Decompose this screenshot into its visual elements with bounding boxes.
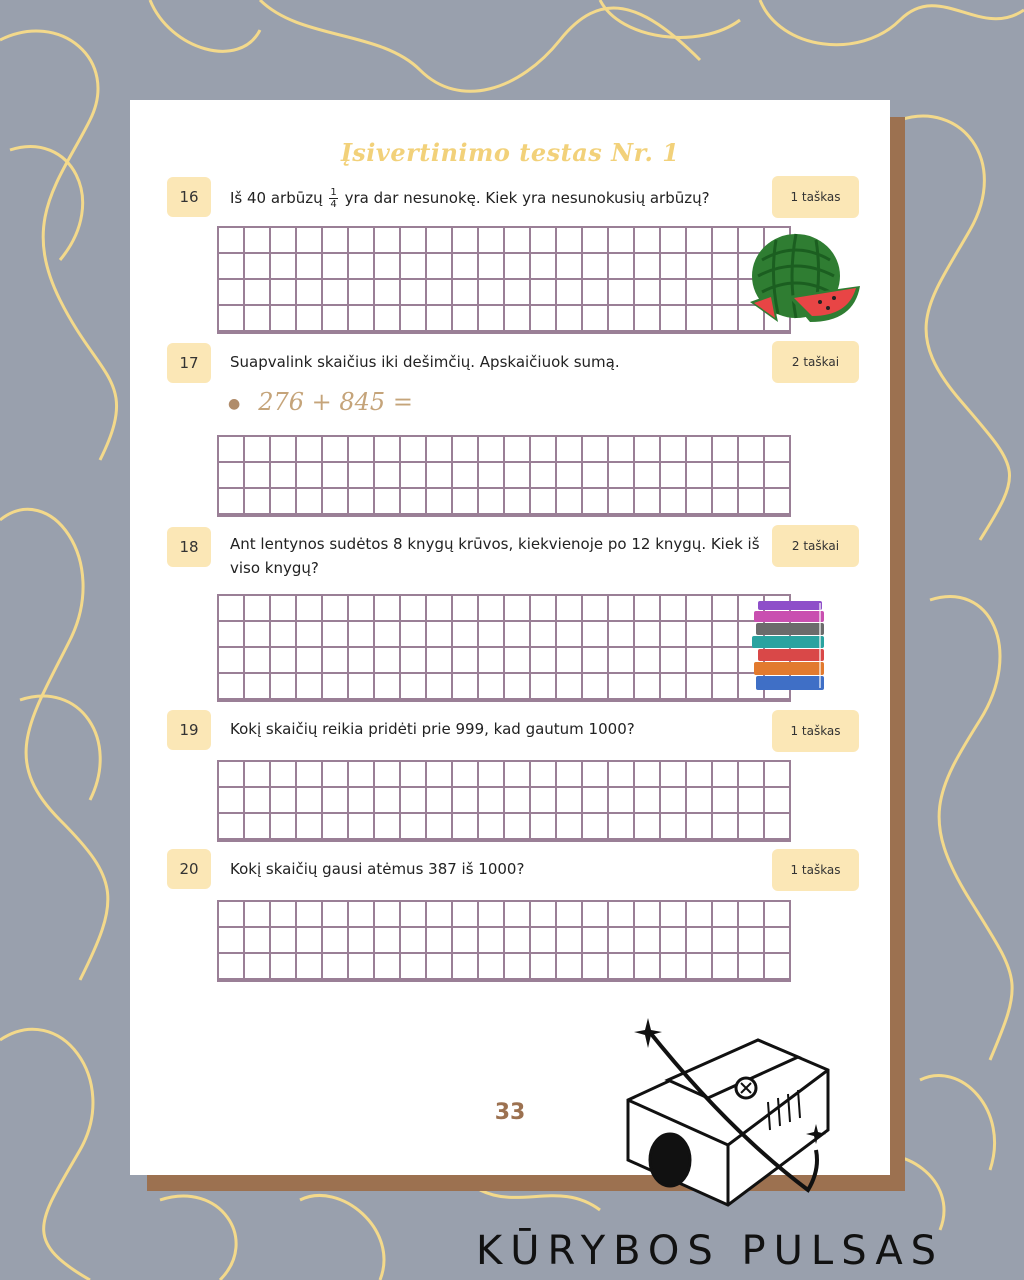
answer-grid[interactable] — [217, 900, 791, 982]
brand-logo-text: KŪRYBOS PULSAS — [476, 1228, 945, 1274]
points-badge: 1 taškas — [772, 176, 859, 218]
question-text-part: yra dar nesunokę. Kiek yra nesunokusių arbūzų? — [344, 189, 710, 207]
fraction-denominator: 4 — [330, 199, 337, 210]
bullet-icon: ● — [228, 395, 241, 412]
question-number: 18 — [167, 527, 211, 567]
question-number: 19 — [167, 710, 211, 750]
points-badge: 2 taškai — [772, 341, 859, 383]
book-stack-icon — [750, 600, 830, 694]
answer-grid[interactable] — [217, 594, 791, 702]
fraction-numerator: 1 — [330, 187, 337, 198]
question-text: Kokį skaičių gausi atėmus 387 iš 1000? — [230, 860, 525, 878]
fraction — [329, 187, 337, 210]
worksheet-title: Įsivertinimo testas Nr. 1 — [340, 138, 680, 167]
question-text — [230, 186, 790, 210]
points-badge: 1 taškas — [772, 849, 859, 891]
expression-text: 276 + 845 = — [258, 388, 413, 416]
answer-grid[interactable] — [217, 760, 791, 842]
page-number: 33 — [494, 1100, 526, 1125]
question-text-part: Iš 40 arbūzų — [230, 189, 323, 207]
question-number: 16 — [167, 177, 211, 217]
answer-grid[interactable] — [217, 435, 791, 517]
points-badge: 1 taškas — [772, 710, 859, 752]
question-text: Kokį skaičių reikia pridėti prie 999, kad gautum 1000? — [230, 720, 635, 738]
pencil-sharpener-icon — [608, 1010, 848, 1220]
answer-grid[interactable] — [217, 226, 791, 334]
question-number: 17 — [167, 343, 211, 383]
question-number: 20 — [167, 849, 211, 889]
watermelon-icon — [748, 230, 864, 326]
points-badge: 2 taškai — [772, 525, 859, 567]
math-expression — [228, 388, 413, 416]
question-text: Suapvalink skaičius iki dešimčių. Apskaičiuok sumą. — [230, 353, 620, 371]
question-text: Ant lentynos sudėtos 8 knygų krūvos, kiekvienoje po 12 knygų. Kiek iš viso knygų? — [230, 535, 760, 577]
